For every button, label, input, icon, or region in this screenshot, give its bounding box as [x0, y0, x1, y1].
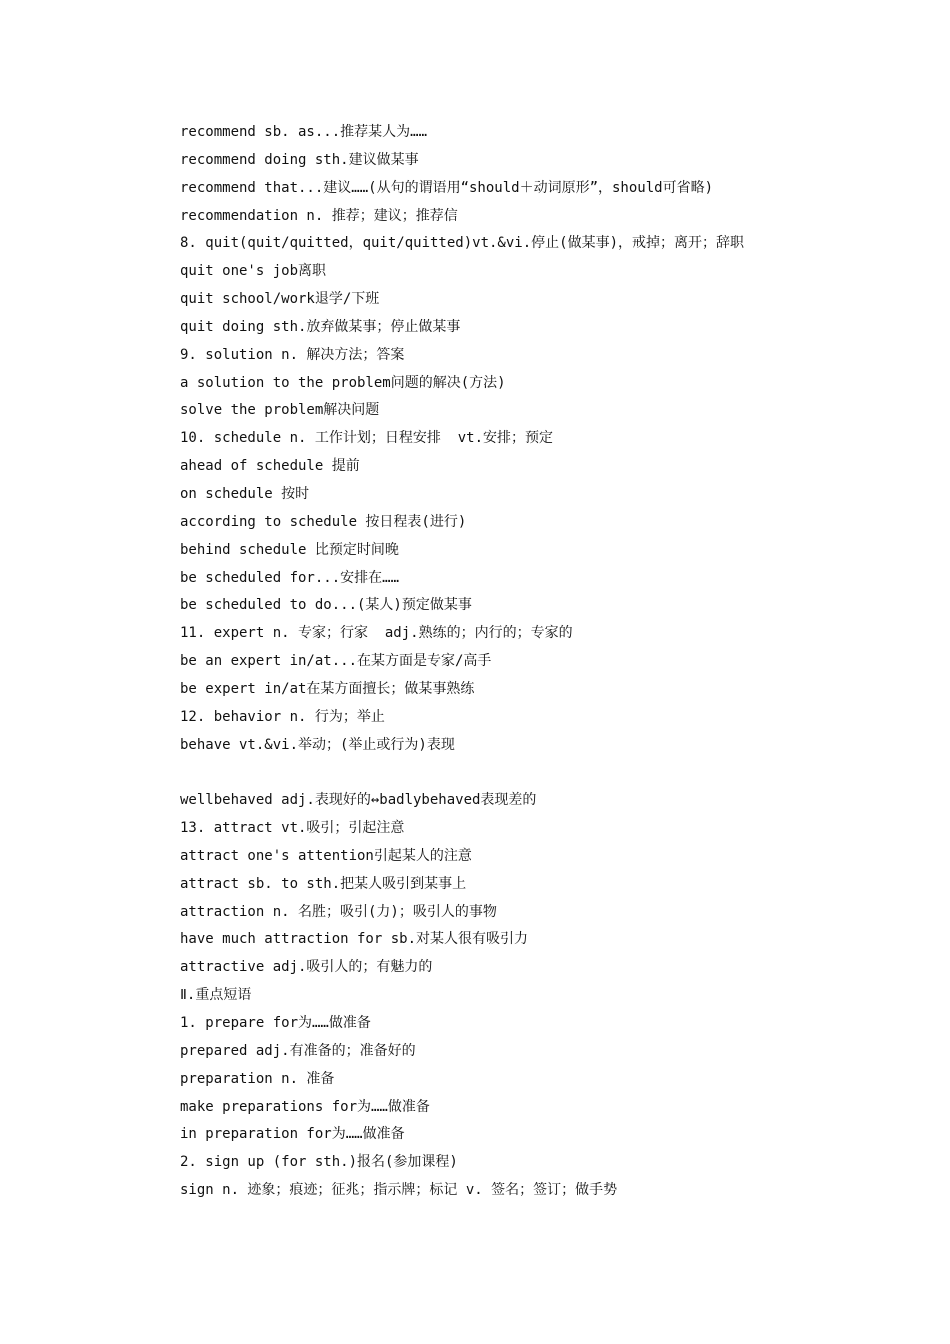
text-line: quit one's job离职	[180, 263, 327, 280]
text-line: 12. behavior n. 行为；举止	[180, 708, 385, 725]
text-line: have much attraction for sb.对某人很有吸引力	[180, 931, 529, 948]
text-line: according to schedule 按日程表(进行)	[180, 513, 467, 530]
text-line: be scheduled to do...(某人)预定做某事	[180, 597, 472, 614]
vocabulary-notes	[180, 119, 840, 1205]
text-line: make preparations for为……做准备	[180, 1098, 430, 1115]
text-line: quit school/work退学/下班	[180, 291, 380, 308]
text-line: 2. sign up (for sth.)报名(参加课程)	[180, 1154, 458, 1171]
text-line: recommend that...建议……(从句的谓语用“should＋动词原形”，should可省略)	[180, 179, 714, 196]
text-line: attraction n. 名胜；吸引(力)；吸引人的事物	[180, 903, 497, 920]
text-line: behave vt.&vi.举动；(举止或行为)表现	[180, 736, 455, 753]
section-heading: Ⅱ.重点短语	[180, 987, 252, 1004]
text-line: attract sb. to sth.把某人吸引到某事上	[180, 875, 467, 892]
text-line: attractive adj.吸引人的；有魅力的	[180, 959, 433, 976]
text-line: be scheduled for...安排在……	[180, 569, 400, 586]
text-line: recommend sb. as...推荐某人为……	[180, 124, 428, 140]
text-line: prepared adj.有准备的；准备好的	[180, 1042, 416, 1059]
text-line: preparation n. 准备	[180, 1070, 335, 1087]
text-line: wellbehaved adj.表现好的↔badlybehaved表现差的	[180, 792, 537, 809]
text-line: in preparation for为……做准备	[180, 1126, 405, 1143]
text-line: on schedule 按时	[180, 485, 310, 502]
text-line: quit doing sth.放弃做某事；停止做某事	[180, 318, 461, 335]
text-line: be an expert in/at...在某方面是专家/高手	[180, 653, 492, 670]
text-line: 13. attract vt.吸引；引起注意	[180, 820, 405, 837]
text-line: attract one's attention引起某人的注意	[180, 847, 472, 864]
text-line: 11. expert n. 专家；行家 adj.熟练的；内行的；专家的	[180, 625, 573, 642]
text-line: sign n. 迹象；痕迹；征兆；指示牌；标记 v. 签名；签订；做手势	[180, 1182, 618, 1199]
text-line: recommendation n. 推荐；建议；推荐信	[180, 207, 458, 224]
text-line: a solution to the problem问题的解决(方法)	[180, 374, 506, 391]
text-line: 10. schedule n. 工作计划；日程安排 vt.安排；预定	[180, 430, 554, 447]
blank-line	[180, 759, 840, 787]
text-line: ahead of schedule 提前	[180, 458, 360, 475]
text-line: be expert in/at在某方面擅长；做某事熟练	[180, 680, 475, 697]
text-line: 1. prepare for为……做准备	[180, 1015, 371, 1031]
text-line: 8. quit(quit/quitted，quit/quitted)vt.&vi.停止(做某事)，戒掉；离开；辞职	[180, 235, 745, 252]
text-line: behind schedule 比预定时间晚	[180, 541, 399, 558]
text-line: 9. solution n. 解决方法；答案	[180, 346, 405, 363]
text-line: recommend doing sth.建议做某事	[180, 151, 419, 168]
text-line: solve the problem解决问题	[180, 402, 380, 419]
